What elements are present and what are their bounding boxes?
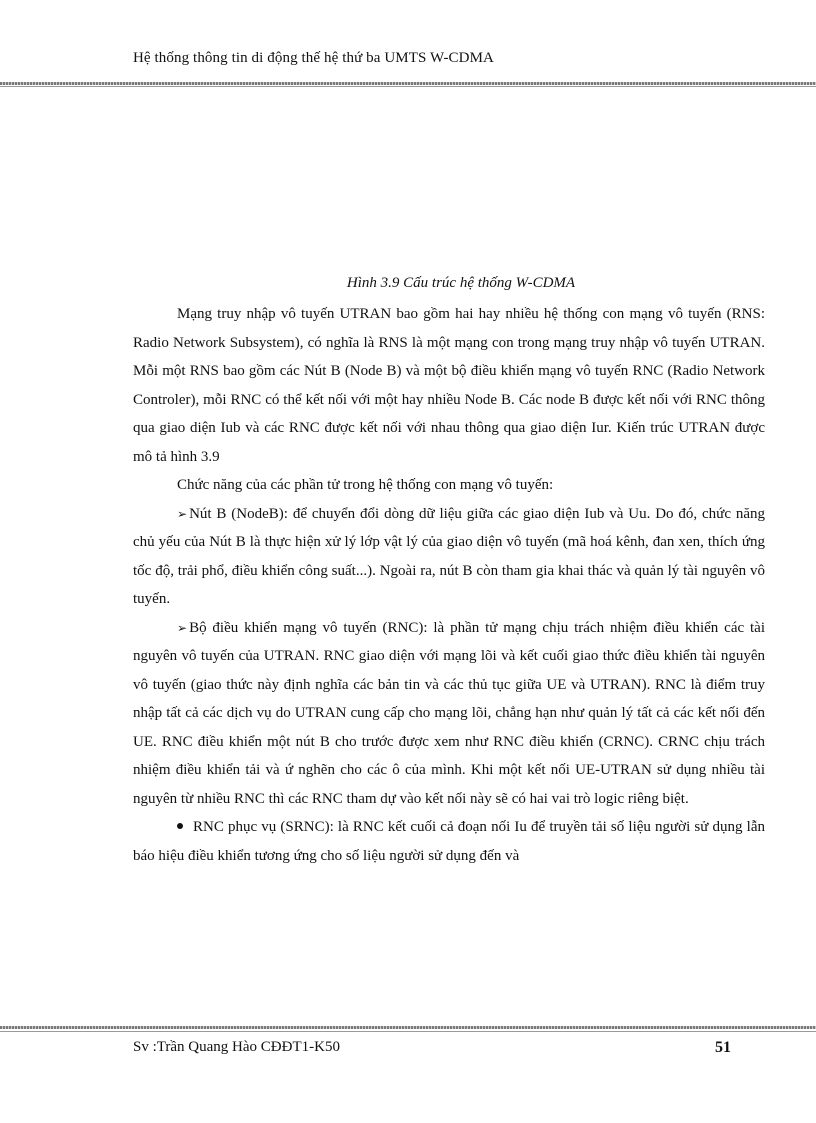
paragraph-srnc-text: RNC phục vụ (SRNC): là RNC kết cuối cả đoạn nối Iu để truyền tải số liệu người sử dụng lẫn báo hiệu điều khiển tương ứng cho số liệu người sử dụng đến và — [133, 819, 765, 864]
footer-rule — [0, 1026, 816, 1029]
paragraph-utran: Mạng truy nhập vô tuyến UTRAN bao gồm hai hay nhiều hệ thống con mạng vô tuyến (RNS: Radio Network Subsystem), có nghĩa là RNS là một mạng con trong mạng truy nhập vô tuyến UTRAN. Mỗi một RNS bao gồm các Nút B (Node B) và một bộ điều khiển mạng vô tuyến RNC (Radio Network Controler), mỗi RNC có thể kết nối với một hay nhiều Node B. Các node B được kết nối với RNC thông qua giao diện Iub và các RNC được kết nối với nhau thông qua giao diện Iur. Kiến trúc UTRAN được mô tả hình 3.9 — [133, 306, 765, 465]
paragraph-rnc — [133, 614, 765, 814]
body-text — [133, 300, 765, 870]
paragraph-nodeb — [133, 500, 765, 614]
paragraph-srnc — [133, 813, 765, 870]
header-rule — [0, 82, 816, 85]
header-rule-thin — [0, 86, 816, 87]
footer-author: Sv :Trần Quang Hào CĐĐT1-K50 — [133, 1039, 340, 1055]
page-number: 51 — [715, 1039, 731, 1056]
arrow-bullet-icon: ➢ — [177, 620, 188, 635]
running-header: Hệ thống thông tin di động thế hệ thứ ba UMTS W-CDMA — [133, 50, 494, 66]
paragraph-nodeb-text: Nút B (NodeB): để chuyển đổi dòng dữ liệu giữa các giao diện Iub và Uu. Do đó, chức năng chủ yếu của Nút B là thực hiện xử lý lớp vật lý của giao diện vô tuyến (mã hoá kênh, đan xen, thích ứng tốc độ, trải phổ, điều khiển công suất...). Ngoài ra, nút B còn tham gia khai thác và quản lý tài nguyên vô tuyến. — [133, 505, 765, 607]
paragraph-functions-intro: Chức năng của các phần tử trong hệ thống con mạng vô tuyến: — [177, 477, 554, 493]
paragraph-rnc-text: Bộ điều khiển mạng vô tuyến (RNC): là phần tử mạng chịu trách nhiệm điều khiển các tài nguyên vô tuyến của UTRAN. RNC giao diện với mạng lõi và kết cuối giao thức điều khiển tài nguyên vô tuyến (giao thức này định nghĩa các bản tin và các thủ tục giữa UE và UTRAN). RNC là điểm truy nhập tất cả các dịch vụ do UTRAN cung cấp cho mạng lõi, chẳng hạn như quản lý tất cả các kết nối đến UE. RNC điều khiển một nút B cho trước được xem như RNC điều khiển (CRNC). CRNC chịu trách nhiệm điều khiển tải và ứ nghẽn cho các ô của mình. Khi một kết nối UE-UTRAN sử dụng nhiều tài nguyên từ nhiều RNC thì các RNC tham dự vào kết nối này sẽ có hai vai trò logic riêng biệt. — [133, 619, 765, 807]
footer-rule-thin — [0, 1031, 816, 1032]
arrow-bullet-icon: ➢ — [177, 506, 188, 521]
figure-caption: Hình 3.9 Cấu trúc hệ thống W-CDMA — [346, 275, 576, 291]
round-bullet-icon — [177, 823, 183, 829]
